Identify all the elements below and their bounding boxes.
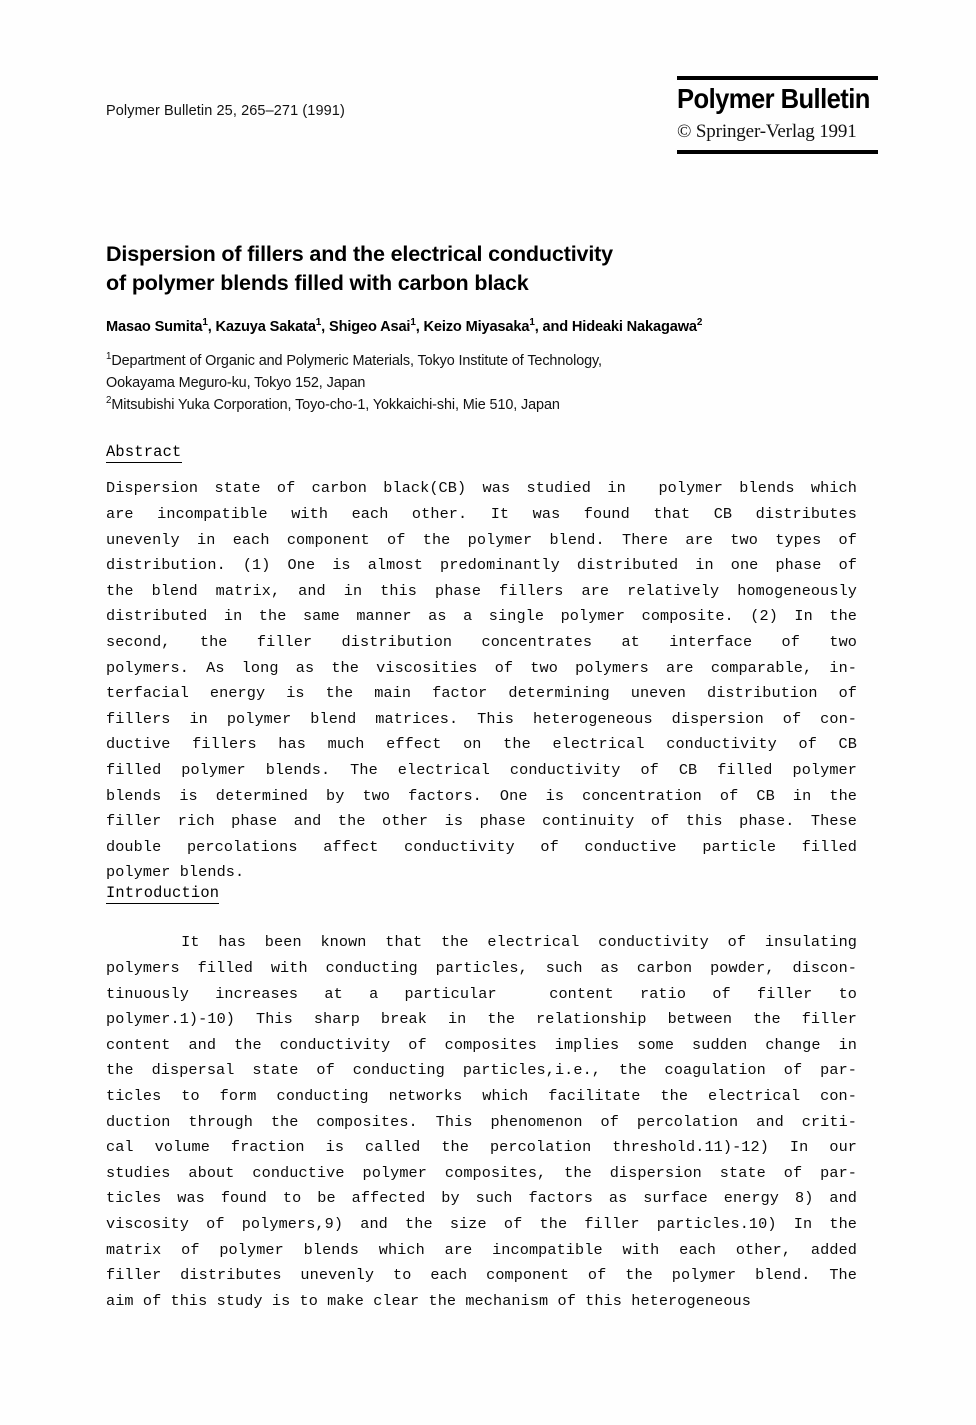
- text-line: filled polymer blends. The electrical conductivity of CB filled polymer: [106, 761, 857, 780]
- text-line: content and the conductivity of composites implies some sudden change in: [106, 1035, 857, 1054]
- introduction-body: [106, 930, 857, 1314]
- author-affiliation-marker: 1: [410, 317, 416, 329]
- text-line: the dispersal state of conducting particles,i.e., the coagulation of par-: [106, 1061, 857, 1080]
- text-line: blends is determined by two factors. One is concentration of CB in the: [106, 786, 857, 805]
- text-line: ticles was found to be affected by such factors as surface energy 8) and: [106, 1189, 857, 1208]
- introduction-heading: Introduction: [106, 884, 219, 904]
- affiliation-list: [106, 351, 858, 417]
- abstract-section: [106, 443, 857, 886]
- title-line-1: Dispersion of fillers and the electrical conductivity: [106, 242, 613, 266]
- text-line: distributed in the same manner as a single polymer composite. (2) In the: [106, 607, 857, 626]
- text-line: aim of this study is to make clear the mechanism of this heterogeneous: [106, 1291, 751, 1310]
- text-line: ductive fillers has much effect on the electrical conductivity of CB: [106, 735, 857, 754]
- text-line: distribution. (1) One is almost predominantly distributed in one phase of: [106, 556, 857, 575]
- author-affiliation-marker: 1: [315, 317, 322, 329]
- author-name: Kazuya Sakata: [215, 319, 316, 336]
- text-line: terfacial energy is the main factor determining uneven distribution of: [106, 684, 857, 703]
- introduction-section: [106, 884, 857, 1314]
- masthead-copyright: © Springer-Verlag 1991: [677, 120, 857, 142]
- page-header: [0, 0, 976, 190]
- abstract-body: [106, 476, 857, 886]
- title-line-2: of polymer blends filled with carbon black: [106, 270, 529, 295]
- affiliation-entry: [106, 351, 858, 395]
- text-line: unevenly in each component of the polymer blend. There are two types of: [106, 530, 857, 549]
- masthead-rule-top: [677, 76, 878, 80]
- text-line: duction through the composites. This phenomenon of percolation and criti-: [106, 1112, 857, 1131]
- author-name: Shigeo Asai: [328, 319, 411, 336]
- author-affiliation-marker: 1: [529, 317, 535, 329]
- author-affiliation-marker: 1: [202, 317, 208, 329]
- text-line: studies about conductive polymer composites, the dispersion state of par-: [106, 1163, 857, 1182]
- affiliation-line: Department of Organic and Polymeric Materials, Tokyo Institute of Technology,: [111, 353, 602, 370]
- affiliation-marker: 1: [106, 351, 112, 363]
- masthead-title: Polymer Bulletin: [677, 83, 870, 114]
- author-name: Hideaki Nakagawa: [571, 319, 697, 336]
- author-name: Keizo Miyasaka: [423, 319, 530, 336]
- text-line: filler rich phase and the other is phase continuity of this phase. These: [106, 812, 857, 831]
- affiliation-line: Mitsubishi Yuka Corporation, Toyo-cho-1, Yokkaichi-shi, Mie 510, Japan: [111, 396, 560, 413]
- affiliation-entry: [106, 395, 858, 417]
- abstract-heading: Abstract: [106, 443, 182, 463]
- text-line: viscosity of polymers,9) and the size of the filler particles.10) In the: [106, 1215, 857, 1234]
- text-line: Dispersion state of carbon black(CB) was studied in polymer blends which: [106, 479, 857, 498]
- text-line: filler distributes unevenly to each component of the polymer blend. The: [106, 1266, 857, 1285]
- text-line: second, the filler distribution concentrates at interface of two: [106, 633, 857, 652]
- text-line: polymers. As long as the viscosities of two polymers are comparable, in-: [106, 658, 857, 677]
- text-line: ticles to form conducting networks which facilitate the electrical con-: [106, 1087, 857, 1106]
- text-line: the blend matrix, and in this phase fillers are relatively homogeneously: [106, 581, 857, 600]
- journal-reference: Polymer Bulletin 25, 265–271 (1991): [106, 103, 345, 119]
- text-line: tinuously increases at a particular content ratio of filler to: [106, 984, 857, 1003]
- masthead-rule-bottom: [677, 150, 878, 154]
- text-line: polymer.1)-10) This sharp break in the relationship between the filler: [106, 1010, 857, 1029]
- text-line: polymers filled with conducting particles, such as carbon powder, discon-: [106, 959, 857, 978]
- author-list: Masao Sumita$^1$, Kazuya Sakata$^1$, Shigeo Asai$^1$, Keizo Miyasaka$^1$, and Hideaki Nakagawa$^2$: [106, 317, 703, 336]
- text-line: matrix of polymer blends which are incompatible with each other, added: [106, 1240, 857, 1259]
- title-block: [106, 240, 858, 417]
- page-title: [106, 240, 858, 297]
- author-connector: and: [542, 319, 568, 336]
- masthead: [677, 76, 878, 154]
- author-name: Masao Sumita: [106, 319, 203, 336]
- text-line: It has been known that the electrical conductivity of insulating: [106, 933, 857, 952]
- affiliation-line: Ookayama Meguro-ku, Tokyo 152, Japan: [106, 375, 366, 392]
- text-line: polymer blends.: [106, 863, 245, 882]
- text-line: cal volume fraction is called the percolation threshold.11)-12) In our: [106, 1138, 857, 1157]
- affiliation-marker: 2: [106, 395, 112, 407]
- text-line: fillers in polymer blend matrices. This heterogeneous dispersion of con-: [106, 709, 857, 728]
- text-line: double percolations affect conductivity of conductive particle filled: [106, 837, 857, 856]
- author-affiliation-marker: 2: [696, 317, 703, 329]
- text-line: are incompatible with each other. It was found that CB distributes: [106, 505, 857, 524]
